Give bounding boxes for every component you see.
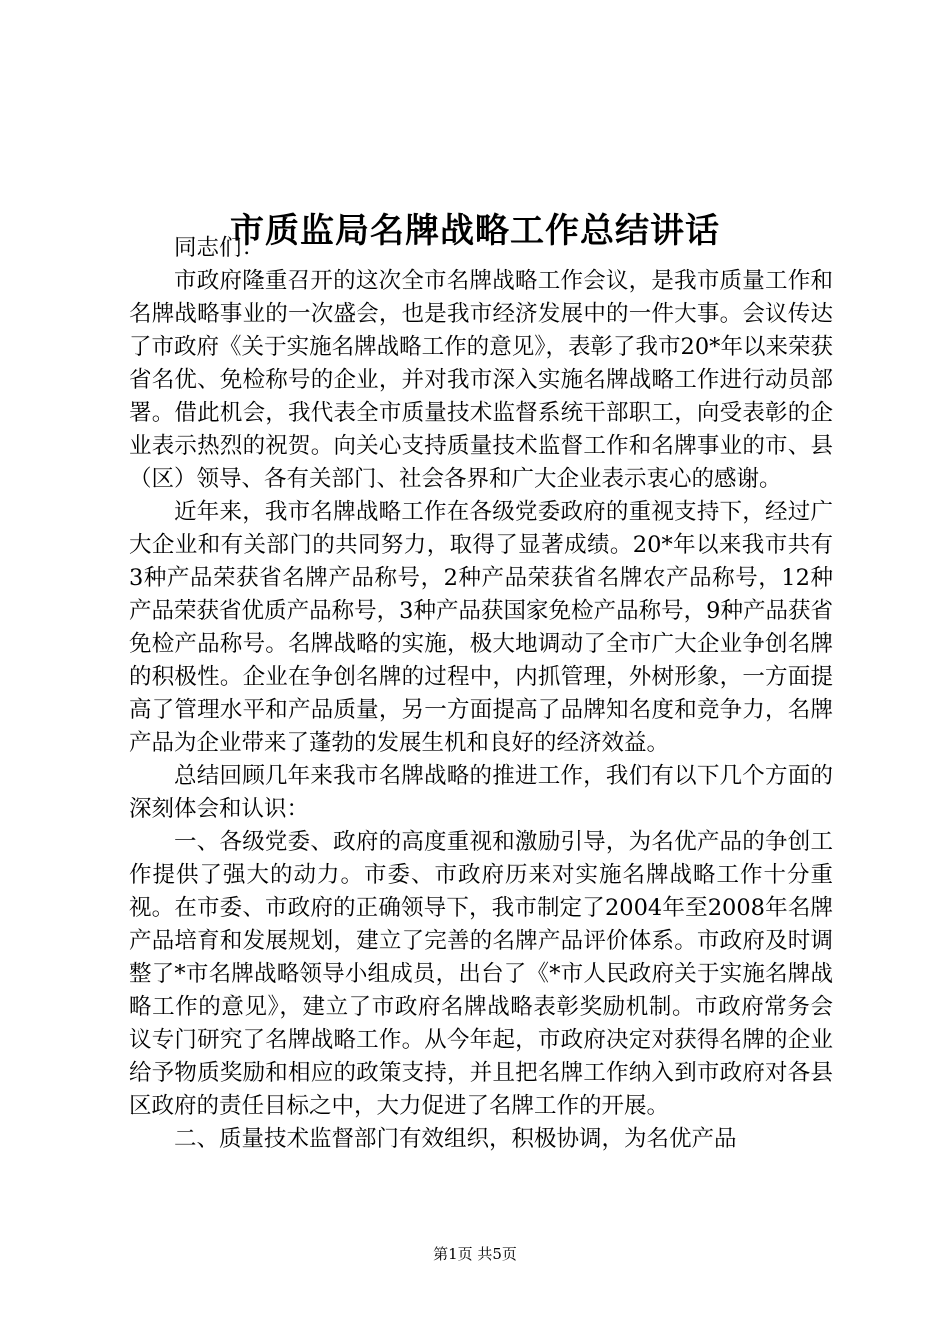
body-paragraph: 二、质量技术监督部门有效组织，积极协调，为名优产品 [174, 1126, 737, 1152]
body-paragraph: 总结回顾几年来我市名牌战略的推进工作，我们有以下几个方面的深刻体会和认识： [129, 763, 833, 822]
body-paragraph: 近年来，我市名牌战略工作在各级党委政府的重视支持下，经过广大企业和有关部门的共同努力，取得了显著成绩。20*年以来我市共有3种产品荣获省名牌产品称号，2种产品荣获省名牌农产品称号，12种产品荣获省优质产品称号，3种产品获国家免检产品称号，9种产品获省免检产品称号。名牌战略的实施，极大地调动了全市广大企业争创名牌的积极性。企业在争创名牌的过程中，内抓管理，外树形象，一方面提高了管理水平和产品质量，另一方面提高了品牌知名度和竞争力，名牌产品为企业带来了蓬勃的发展生机和良好的经济效益。 [129, 499, 833, 756]
body-paragraph: 市政府隆重召开的这次全市名牌战略工作会议，是我市质量工作和名牌战略事业的一次盛会，也是我市经济发展中的一件大事。会议传达了市政府《关于实施名牌战略工作的意见》，表彰了我市20*年以来荣获省名优、免检称号的企业，并对我市深入实施名牌战略工作进行动员部署。借此机会，我代表全市质量技术监督系统干部职工，向受表彰的企业表示热烈的祝贺。向关心支持质量技术监督工作和名牌事业的市、县（区）领导、各有关部门、社会各界和广大企业表示衷心的感谢。 [129, 268, 833, 492]
document-body [129, 232, 833, 1156]
document-title: 市质监局名牌战略工作总结讲话 [230, 210, 720, 251]
page-footer: 第1页 共5页 [433, 1245, 517, 1263]
greeting-paragraph: 同志们： [174, 235, 265, 261]
body-paragraph: 一、各级党委、政府的高度重视和激励引导，为名优产品的争创工作提供了强大的动力。市委、市政府历来对实施名牌战略工作十分重视。在市委、市政府的正确领导下，我市制定了2004年至2008年名牌产品培育和发展规划，建立了完善的名牌产品评价体系。市政府及时调整了*市名牌战略领导小组成员，出台了《*市人民政府关于实施名牌战略工作的意见》，建立了市政府名牌战略表彰奖励机制。市政府常务会议专门研究了名牌战略工作。从今年起，市政府决定对获得名牌的企业给予物质奖励和相应的政策支持，并且把名牌工作纳入到市政府对各县区政府的责任目标之中，大力促进了名牌工作的开展。 [129, 829, 833, 1119]
